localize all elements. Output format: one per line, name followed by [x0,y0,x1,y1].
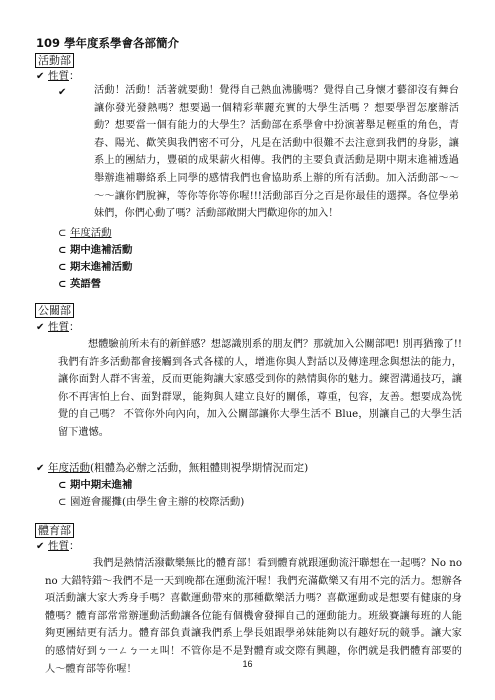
activity-para-icon-row [58,85,70,100]
pr-nature-suffix: ： [69,321,80,333]
checkmark-icon: ✔ [36,463,45,474]
document-title: 109 學年度系學會各部簡介 [36,36,180,50]
sports-nature-label: 性質 [48,540,69,552]
pr-annual-row [36,461,308,476]
sports-heading: 體育部 [35,523,74,538]
list-icon: ⊂ [58,480,67,491]
pr-annual-label: 年度活動 [48,462,90,474]
activity-item-label: 期中進補活動 [70,244,133,256]
activity-annual-row [58,226,112,241]
list-item [58,495,244,510]
pr-item-label: 園遊會擺攤(由學生會主辦的校際活動) [70,496,245,508]
list-icon: ⊂ [58,497,67,508]
activity-nature-label: 性質 [48,70,69,82]
list-icon: ⊂ [58,228,67,239]
activity-paragraph: 活動！活動！活著就要動！覺得自己熱血沸騰嗎？覺得自己身懷才藝卻沒有舞台讓你發光發熱嗎？想要過一個精彩華麗充實的大學生活嗎 ？想要學習怎麼辦活動？想要當一個有能力的大學生？活動部在系學會中扮演著舉足輕重的角色，青春、陽光、歡笑與我們密不可分，凡是在活動中很難不去注意到我們的身影，讓系上的團結力，豐碩的成果薪火相傳。我們的主要負責活動是期中期末進補透過舉辦進補聯絡系上同學的感情我們也會協助系上辦的所有活動。加入活動部～～～～讓你們脫褲，等你等你等你喔!!!活動部百分之百是你最佳的選擇。各位學弟妹們，你們心動了嗎？活動部敞開大門歡迎你的加入！ [94,85,459,220]
activity-item-label: 英語營 [70,278,102,290]
list-item [58,243,132,258]
list-item [58,277,101,292]
checkmark-icon: ✔ [36,322,45,333]
pr-paragraph: 想體驗前所未有的新鮮感？想認識別系的朋友們？那就加入公關部吧! 別再猶豫了!!我們有許多活動都會接觸到各式各樣的人，增進你與人對話以及傳達理念與想法的能力，讓你面對人群不害羞，反而更能夠讓大家感受到你的熱情與你的魅力。練習溝通技巧，讓你不再害怕上台、面對群眾，能夠與人建立良好的關係，尊重，包容，友善。想要成為恍覺的自己嗎？ 不管你外向內向，加入公關部讓你大學生活不 Blue，別讓自己的大學生活留下遺憾。 [58,339,462,438]
list-icon: ⊂ [58,279,67,290]
list-item [58,260,132,275]
list-icon: ⊂ [58,245,67,256]
activity-annual-label: 年度活動 [70,227,112,239]
activity-nature-suffix: ： [69,70,80,82]
pr-nature-label: 性質 [48,321,69,333]
sports-nature-row [36,539,80,554]
checkmark-icon: ✔ [58,87,67,98]
pr-nature-row [36,320,80,335]
pr-annual-note: (粗體為必辦之活動，無粗體則視學期情況而定) [90,462,309,474]
page-number: 16 [242,659,253,669]
checkmark-icon: ✔ [36,71,45,82]
pr-item-label: 期中期末進補 [70,479,133,491]
checkmark-icon: ✔ [36,541,45,552]
activity-heading: 活動部 [35,53,74,68]
list-icon: ⊂ [58,262,67,273]
pr-heading: 公關部 [35,303,74,318]
list-item [58,478,132,493]
sports-paragraph: 我們是熱情活潑歡樂無比的體育部！看到體育就跟運動流汗聯想在一起嗎？No no no 大錯特錯～我們不是一天到晚都在運動流汗喔！我們充滿歡樂又有用不完的活力。想辦各項活動讓大家大秀身手嗎？喜歡運動帶來的那種歡樂活力嗎？喜歡運動或是想要有健康的身體嗎？體育部常常辦運動活動讓各位能有個機會發揮自己的運動能力。班級賽讓每班的人能夠更團結更有活力。體育部負責讓我們系上學長姐跟學弟妹能夠以有趣好玩的競爭。讓大家的感情好到ㄅ一ㄥㄅ一ㄤ叫！不管你是不是對體育或交際有興趣，你們就是我們體育部要的人～體育部等你喔！ [45,558,462,675]
activity-item-label: 期末進補活動 [70,261,133,273]
activity-nature-row [36,69,80,84]
sports-nature-suffix: ： [69,540,80,552]
